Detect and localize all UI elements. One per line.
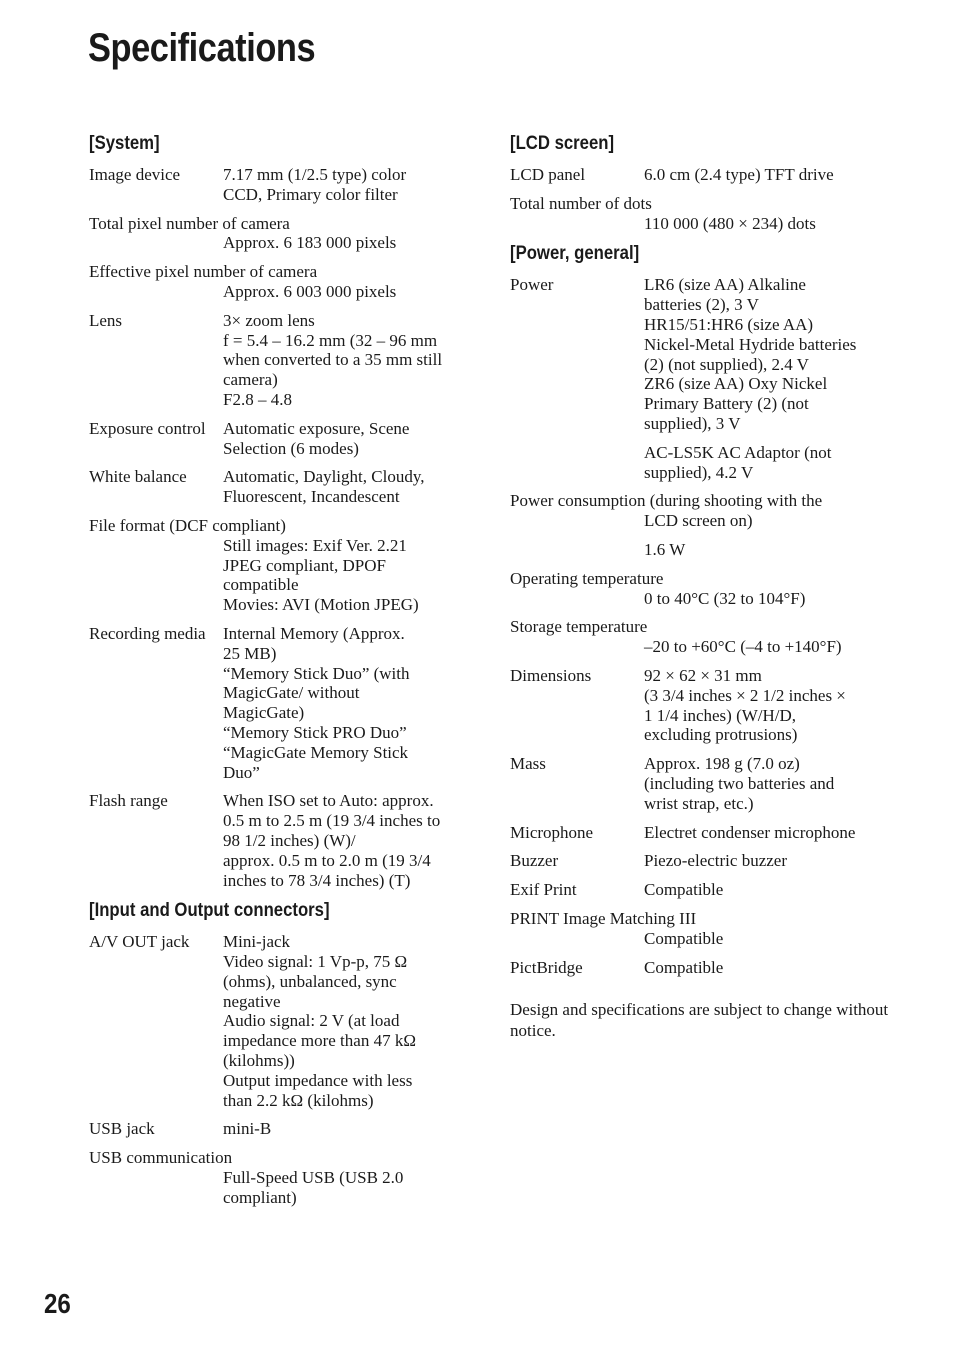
spec-label: PRINT Image Matching III [510, 908, 697, 928]
spec-value [223, 932, 464, 1110]
text-line: Duo” [223, 762, 260, 782]
text-line: Design and specifications are subject to change [510, 1000, 832, 1020]
text-line: supplied), 4.2 V [644, 462, 754, 482]
spec-pictbridge [510, 958, 890, 978]
spec-label: PictBridge [510, 957, 583, 977]
text-line: Piezo-electric buzzer [644, 851, 787, 871]
text-line: when converted to a 35 mm still [223, 350, 443, 370]
spec-value [223, 467, 464, 507]
text-line: CCD, Primary color filter [223, 184, 398, 204]
text-line: Primary Battery (2) (not [644, 394, 809, 414]
text-line: When ISO set to Auto: approx. [223, 791, 434, 811]
spec-power-consumption [510, 491, 890, 531]
text-line: Nickel-Metal Hydride batteries [644, 334, 857, 354]
spec-value [89, 1168, 464, 1208]
text-line: 98 1/2 inches) (W)/ [223, 830, 356, 850]
text-line: Selection (6 modes) [223, 438, 359, 458]
text-line: supplied), 3 V [644, 413, 741, 433]
spec-storage-temperature [510, 617, 890, 657]
text-line: AC-LS5K AC Adaptor (not [644, 442, 832, 462]
text-line: Compatible [644, 928, 724, 948]
spec-lcd-panel [510, 165, 890, 185]
section-heading-power: [Power, general] [510, 243, 640, 265]
spec-white-balance [89, 467, 464, 507]
text-line: 1 1/4 inches) (W/H/D, [644, 705, 797, 725]
page-number: 26 [44, 1288, 71, 1319]
text-line: Full-Speed USB (USB 2.0 [223, 1168, 404, 1188]
spec-exposure-control [89, 419, 464, 459]
spec-label: Total number of dots [510, 193, 652, 213]
spec-label: Mass [510, 754, 546, 774]
spec-label: Operating temperature [510, 568, 664, 588]
text-line: Audio signal: 2 V (at load [223, 1011, 400, 1031]
text-line: JPEG compliant, DPOF [223, 555, 386, 575]
spec-effective-pixels [89, 262, 464, 302]
spec-value [89, 536, 464, 615]
spec-value [644, 880, 890, 900]
spec-value [510, 214, 890, 234]
text-line: Compatible [644, 880, 724, 900]
text-line: 3× zoom lens [223, 310, 315, 330]
text-line: than 2.2 kΩ (kilohms) [223, 1090, 374, 1110]
text-line: compliant) [223, 1187, 297, 1207]
spec-operating-temperature [510, 569, 890, 609]
text-line: Internal Memory (Approx. [223, 623, 405, 643]
spec-flash-range [89, 791, 464, 890]
spec-value [644, 666, 890, 745]
text-line: Compatible [644, 957, 724, 977]
text-line: camera) [223, 370, 278, 390]
text-line: compatible [223, 575, 299, 595]
text-line: wrist strap, etc.) [644, 793, 754, 813]
spec-value [644, 754, 890, 813]
spec-value [223, 165, 464, 205]
spec-buzzer [510, 851, 890, 871]
spec-label: Image device [89, 165, 181, 184]
spec-recording-media [89, 624, 464, 782]
right-column [510, 132, 890, 1041]
text-line: 25 MB) [223, 643, 277, 663]
text-line: LCD screen on) [644, 511, 753, 531]
spec-label: Total pixel number of camera [89, 213, 290, 233]
text-line: Video signal: 1 Vp-p, 75 Ω [223, 952, 408, 972]
spec-value [89, 233, 464, 253]
spec-value [510, 637, 890, 657]
text-line: Automatic, Daylight, Cloudy, [223, 467, 425, 487]
text-line: 1.6 W [644, 539, 686, 559]
spec-value [644, 165, 890, 185]
spec-file-format [89, 516, 464, 615]
text-line: (including two batteries and [644, 773, 835, 793]
spec-label: Microphone [510, 822, 594, 842]
spec-label: Lens [89, 310, 123, 330]
text-line: 0.5 m to 2.5 m (19 3/4 inches to [223, 811, 441, 831]
spec-label: Exif Print [510, 880, 577, 900]
text-line: Fluorescent, Incandescent [223, 487, 400, 507]
text-line: approx. 0.5 m to 2.0 m (19 3/4 [223, 850, 431, 870]
spec-power-adaptor [510, 443, 890, 483]
spec-value [223, 1119, 464, 1139]
spec-dimensions [510, 666, 890, 745]
section-heading-lcd: [LCD screen] [510, 133, 615, 154]
text-line: MagicGate) [223, 703, 305, 723]
text-line: (kilohms)) [223, 1051, 295, 1071]
spec-label: LCD panel [510, 165, 586, 184]
text-line: Automatic exposure, Scene [223, 418, 410, 438]
spec-microphone [510, 823, 890, 843]
text-line: ZR6 (size AA) Oxy Nickel [644, 374, 828, 394]
text-line: Approx. 6 183 000 pixels [223, 233, 397, 253]
text-line: impedance more than 47 kΩ [223, 1031, 416, 1051]
text-line: 0 to 40°C (32 to 104°F) [644, 588, 806, 608]
text-line: inches to 78 3/4 inches) (T) [223, 870, 411, 890]
text-line: F2.8 – 4.8 [223, 389, 292, 409]
text-line: Mini-jack [223, 932, 291, 952]
spec-lens [89, 311, 464, 410]
spec-label: Storage temperature [510, 617, 648, 637]
section-heading-system: [System] [89, 133, 160, 154]
spec-power [510, 275, 890, 433]
text-line: “Memory Stick Duo” (with [223, 663, 410, 683]
spec-total-pixels [89, 214, 464, 254]
spec-label: White balance [89, 467, 187, 487]
spec-label: A/V OUT jack [89, 932, 190, 952]
text-line: mini-B [223, 1119, 272, 1139]
spec-label: Effective pixel number of camera [89, 262, 318, 282]
spec-label: USB jack [89, 1119, 155, 1139]
text-line: MagicGate/ without [223, 683, 360, 703]
spec-value [644, 823, 890, 843]
spec-total-dots [510, 194, 890, 234]
spec-mass [510, 754, 890, 813]
text-line: Still images: Exif Ver. 2.21 [223, 535, 407, 555]
text-line: Movies: AVI (Motion JPEG) [223, 595, 419, 615]
spec-value [510, 511, 890, 531]
spec-label: Power consumption (during shooting with the [510, 491, 823, 511]
text-line: (ohms), unbalanced, sync [223, 971, 397, 991]
text-line: (3 3/4 inches × 2 1/2 inches × [644, 685, 846, 705]
spec-value [510, 929, 890, 949]
spec-label: Exposure control [89, 418, 206, 438]
text-line: “Memory Stick PRO Duo” [223, 722, 407, 742]
text-line: HR15/51:HR6 (size AA) [644, 314, 814, 334]
spec-value [89, 282, 464, 302]
spec-label: USB communication [89, 1148, 233, 1168]
spec-value [644, 275, 890, 433]
text-line: Approx. 198 g (7.0 oz) [644, 754, 800, 774]
spec-exif-print [510, 880, 890, 900]
text-line: Output impedance with less [223, 1070, 413, 1090]
spec-image-device [89, 165, 464, 205]
spec-label: Buzzer [510, 851, 559, 871]
section-heading-io: [Input and Output connectors] [89, 900, 330, 922]
spec-power-consumption-value [510, 540, 890, 560]
spec-usb-jack [89, 1119, 464, 1139]
text-line: 6.0 cm (2.4 type) TFT drive [644, 165, 834, 184]
spec-value [644, 851, 890, 871]
text-line: Electret condenser microphone [644, 822, 856, 842]
spec-value [510, 589, 890, 609]
text-line: negative [223, 991, 281, 1011]
spec-label: Dimensions [510, 665, 592, 685]
spec-label: Flash range [89, 791, 168, 811]
text-line: 7.17 mm (1/2.5 type) color [223, 165, 407, 184]
spec-value [223, 791, 464, 890]
text-line: batteries (2), 3 V [644, 295, 759, 315]
spec-value [223, 624, 464, 782]
text-line: 92 × 62 × 31 mm [644, 665, 762, 685]
text-line: LR6 (size AA) Alkaline [644, 275, 806, 295]
text-line: excluding protrusions) [644, 725, 798, 745]
text-line: without notice. [510, 1000, 889, 1041]
text-line: f = 5.4 – 16.2 mm (32 – 96 mm [223, 330, 438, 350]
spec-value [223, 311, 464, 410]
page-title: Specifications [88, 26, 316, 70]
disclaimer-note [510, 999, 890, 1041]
spec-label: File format (DCF compliant) [89, 515, 286, 535]
spec-usb-communication [89, 1148, 464, 1207]
spec-label: Recording media [89, 623, 206, 643]
text-line: –20 to +60°C (–4 to +140°F) [644, 637, 842, 657]
text-line: Approx. 6 003 000 pixels [223, 281, 397, 301]
spec-value [644, 958, 890, 978]
spec-label: Power [510, 275, 554, 295]
text-line: (2) (not supplied), 2.4 V [644, 354, 809, 374]
text-line: “MagicGate Memory Stick [223, 742, 409, 762]
left-column [89, 132, 464, 1217]
spec-av-out-jack [89, 932, 464, 1110]
spec-print-image-matching [510, 909, 890, 949]
text-line: 110 000 (480 × 234) dots [644, 213, 816, 233]
spec-value [223, 419, 464, 459]
